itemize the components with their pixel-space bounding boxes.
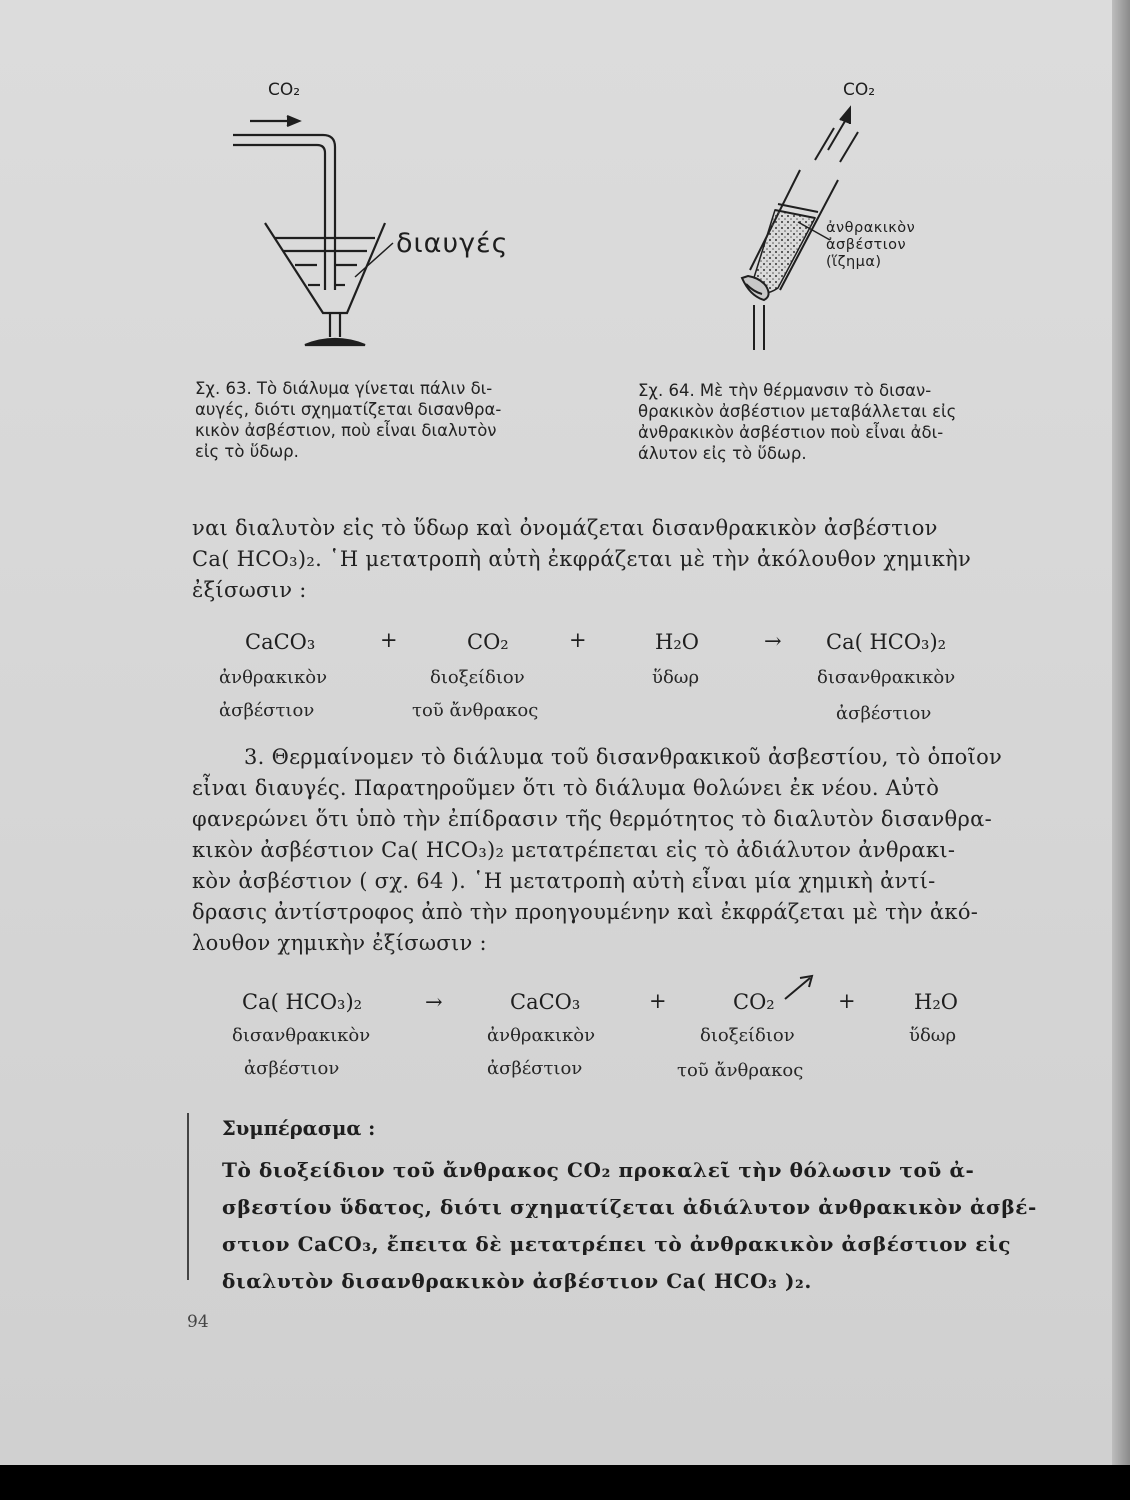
paragraph-2 bbox=[192, 742, 1002, 959]
text-line: δρασις ἀντίστροφος ἀπὸ τὴν προηγουμένην καὶ ἐκφράζεται μὲ τὴν ἀκό- bbox=[192, 900, 979, 924]
eq1-reactant3-name: ὕδωρ bbox=[652, 667, 700, 688]
eq1-plus: + bbox=[569, 628, 587, 652]
eq2-product-caco3: CaCO₃ bbox=[510, 990, 581, 1014]
text-line: εἶναι διαυγές. Παρατηροῦμεν ὅτι τὸ διάλυμα θολώνει ἐκ νέου. Αὐτὸ bbox=[192, 776, 940, 800]
text-line: κὸν ἀσβέστιον ( σχ. 64 ). ῾Η μετατροπὴ αὐτὴ εἶναι μία χημικὴ ἀντί- bbox=[192, 869, 936, 893]
page-edge-shadow bbox=[1112, 0, 1130, 1465]
eq2-product-h2o: H₂O bbox=[914, 990, 958, 1014]
eq2-product3-name: ὕδωρ bbox=[909, 1025, 957, 1046]
text-line: κικὸν ἀσβέστιον Ca( HCO₃)₂ μετατρέπεται εἰς τὸ ἀδιάλυτον ἀνθρακι- bbox=[192, 838, 956, 862]
conclusion-text bbox=[222, 1152, 1037, 1300]
eq2-reactant: Ca( HCO₃)₂ bbox=[242, 990, 363, 1014]
eq1-product-name: δισανθρακικὸν bbox=[817, 667, 956, 688]
eq2-product-co2: CO₂ bbox=[733, 990, 775, 1014]
eq1-reactant2-name: διοξείδιον bbox=[430, 667, 525, 688]
text-line: στιον CaCO₃, ἔπειτα δὲ μετατρέπει τὸ ἀνθρακικὸν ἀσβέστιον εἰς bbox=[222, 1232, 1012, 1256]
text-line: λουθον χημικὴν ἐξίσωσιν : bbox=[192, 931, 487, 955]
text-line: σβεστίου ὕδατος, διότι σχηματίζεται ἀδιάλυτον ἀνθρακικὸν ἀσβέ- bbox=[222, 1195, 1037, 1219]
eq2-reactant-name: ἀσβέστιον bbox=[244, 1058, 340, 1079]
text-line: 3. Θερμαίνομεν τὸ διάλυμα τοῦ δισανθρακικοῦ ἀσβεστίου, τὸ ὁποῖον bbox=[244, 745, 1003, 769]
eq2-plus: + bbox=[838, 989, 856, 1013]
text-line: ναι διαλυτὸν εἰς τὸ ὕδωρ καὶ ὀνομάζεται δισανθρακικὸν ἀσβέστιον bbox=[192, 516, 938, 540]
eq1-reactant-h2o: H₂O bbox=[655, 630, 699, 654]
eq2-plus: + bbox=[649, 989, 667, 1013]
eq2-product2-name: διοξείδιον bbox=[700, 1025, 795, 1046]
caption-line: άλυτον εἰς τὸ ὕδωρ. bbox=[638, 444, 807, 463]
label-line: ἀσβέστιον bbox=[826, 237, 907, 253]
label-line: (ἵζημα) bbox=[826, 254, 882, 270]
eq2-product2-name: τοῦ ἄνθρακος bbox=[677, 1060, 804, 1081]
eq1-reactant2-name: τοῦ ἄνθρακος bbox=[412, 700, 539, 721]
caption-line: αυγές, διότι σχηματίζεται δισανθρα- bbox=[195, 400, 502, 419]
eq1-arrow: → bbox=[764, 629, 782, 653]
fig63-caption bbox=[195, 378, 501, 462]
eq2-product1-name: ἀνθρακικὸν bbox=[487, 1025, 596, 1046]
text-line: ἐξίσωσιν : bbox=[192, 578, 307, 602]
caption-line: ἀνθρακικὸν ἀσβέστιον ποὺ εἶναι ἀδι- bbox=[638, 423, 944, 442]
eq1-reactant-caco3: CaCO₃ bbox=[245, 630, 316, 654]
scan-border bbox=[0, 1465, 1130, 1500]
eq1-plus: + bbox=[380, 628, 398, 652]
fig64-caption bbox=[638, 380, 956, 464]
eq1-reactant1-name: ἀσβέστιον bbox=[219, 700, 315, 721]
fig64-co2-label: CO₂ bbox=[843, 80, 876, 100]
text-line: φανερώνει ὅτι ὑπὸ τὴν ἐπίδρασιν τῆς θερμότητος τὸ διαλυτὸν δισανθρα- bbox=[192, 807, 993, 831]
caption-line: Σχ. 64. Μὲ τὴν θέρμανσιν τὸ δισαν- bbox=[638, 381, 932, 400]
fig63-clear-label: διαυγές bbox=[396, 228, 509, 259]
eq1-reactant-co2: CO₂ bbox=[467, 630, 509, 654]
caption-line: κικὸν ἀσβέστιον, ποὺ εἶναι διαλυτὸν bbox=[195, 421, 497, 440]
caption-line: Σχ. 63. Τὸ διάλυμα γίνεται πάλιν δι- bbox=[195, 379, 493, 398]
conclusion-title: Συμπέρασμα : bbox=[222, 1117, 376, 1140]
eq1-reactant1-name: ἀνθρακικὸν bbox=[219, 667, 328, 688]
eq1-product-name: ἀσβέστιον bbox=[836, 703, 932, 724]
caption-line: θρακικὸν ἀσβέστιον μεταβάλλεται εἰς bbox=[638, 402, 957, 421]
eq2-arrow: → bbox=[425, 990, 443, 1014]
label-line: ἀνθρακικὸν bbox=[826, 220, 916, 236]
fig63-co2-label: CO₂ bbox=[268, 80, 301, 100]
caption-line: εἰς τὸ ὕδωρ. bbox=[195, 442, 299, 461]
text-line: διαλυτὸν δισανθρακικὸν ἀσβέστιον Ca( HCO₃ )₂. bbox=[222, 1269, 812, 1293]
eq2-product1-name: ἀσβέστιον bbox=[487, 1058, 583, 1079]
fig64-precipitate-label bbox=[826, 220, 915, 271]
page-number: 94 bbox=[187, 1312, 209, 1332]
gas-release-arrow-icon bbox=[782, 972, 816, 1002]
eq2-reactant-name: δισανθρακικὸν bbox=[232, 1025, 371, 1046]
text-line: Ca( HCO₃)₂. ῾Η μετατροπὴ αὐτὴ ἐκφράζεται μὲ τὴν ἀκόλουθον χημικὴν bbox=[192, 547, 972, 571]
conclusion-margin-rule bbox=[187, 1113, 189, 1280]
eq1-product: Ca( HCO₃)₂ bbox=[826, 630, 947, 654]
paragraph-1 bbox=[192, 513, 971, 606]
text-line: Τὸ διοξείδιον τοῦ ἄνθρακος CO₂ προκαλεῖ τὴν θόλωσιν τοῦ ἀ- bbox=[222, 1158, 975, 1182]
